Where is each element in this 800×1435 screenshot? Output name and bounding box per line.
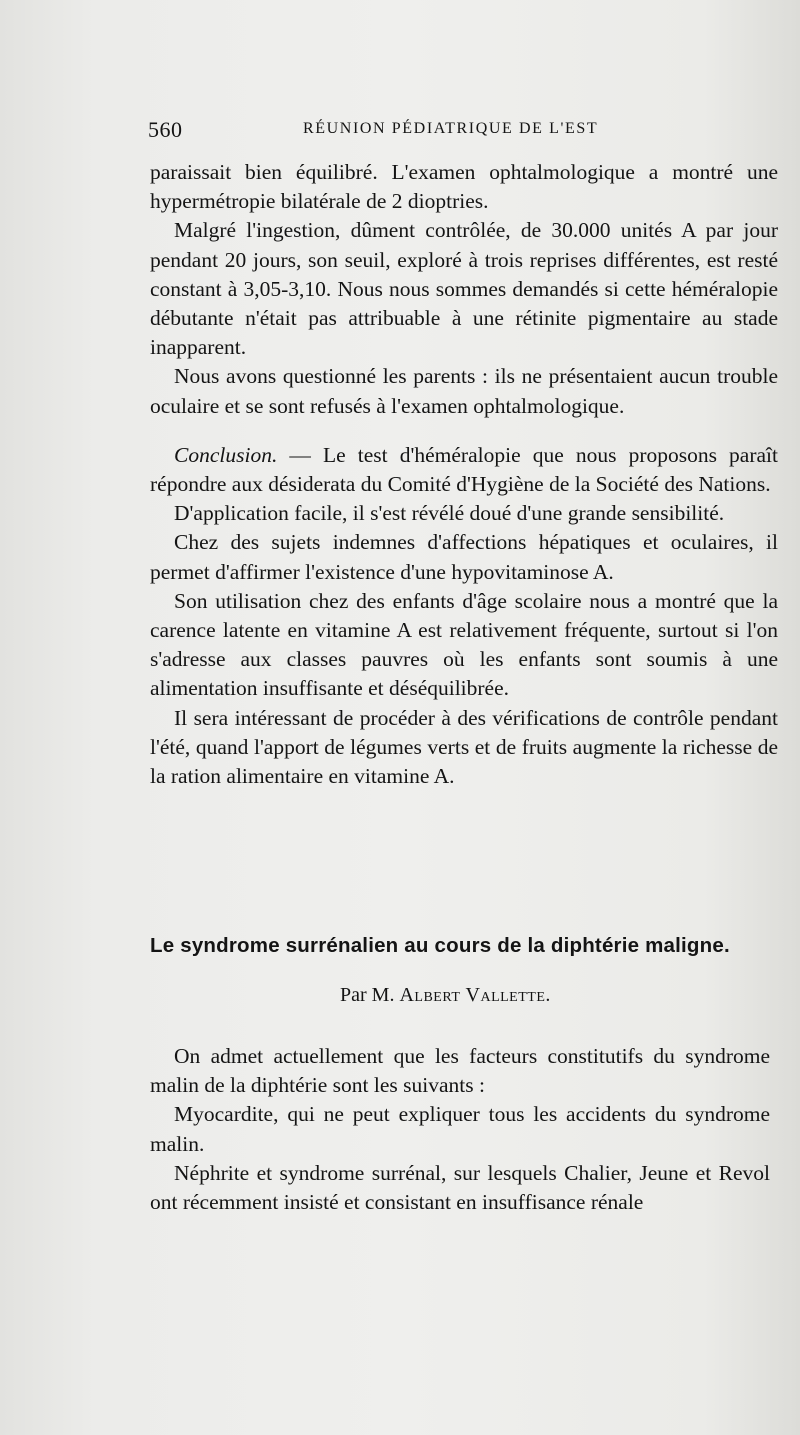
byline-author: Albert Vallette. [399,984,551,1006]
paragraph-ingestion: Malgré l'ingestion, dûment contrôlée, de 30.000 unités A par jour pendant 20 jours, son seuil, exploré à trois reprises différentes, est resté constant à 3,05-3,10. Nous nous sommes demandés si cette héméralopie débutante n'était pas attribuable à une rétinite pigmentaire au stade inapparent. [150,218,778,360]
conclusion-label: Conclusion. [174,442,278,467]
paragraph-factors: On admet actuellement que les facteurs constitutifs du syndrome malin de la diphtérie sont les suivants : [150,1044,770,1098]
article-title: Le syndrome surrénalien au cours de la diphtérie maligne. [150,934,730,957]
paragraph-subjects: Chez des sujets indemnes d'affections hépatiques et oculaires, il permet d'affirmer l'existence d'une hypovitaminose A. [150,530,778,584]
article-body [150,1042,770,1217]
byline-prefix: Par M. [340,984,400,1006]
main-text-section [150,158,778,791]
paragraph-utilisation: Son utilisation chez des enfants d'âge scolaire nous a montré que la carence latente en vitamine A est relativement fréquente, surtout si l'on s'adresse aux classes pauvres où les enfants sont soumis à une alimentation insuffisante et déséquilibrée. [150,588,778,701]
paragraph-verification: Il sera intéressant de procéder à des vérifications de contrôle pendant l'été, quand l'apport de légumes verts et de fruits augmente la richesse de la ration alimentaire en vitamine A. [150,705,778,789]
conclusion-text: — Le test d'héméralopie que nous proposons paraît répondre aux désiderata du Comité d'Hygiène de la Société des Nations. [150,442,778,497]
paragraph-parents: Nous avons questionné les parents : ils ne présentaient aucun trouble oculaire et se sont refusés à l'examen ophtalmologique. [150,364,778,418]
paragraph-myocarditis: Myocardite, qui ne peut expliquer tous les accidents du syndrome malin. [150,1102,770,1156]
paragraph-application: D'application facile, il s'est révélé doué d'une grande sensibilité. [174,501,725,526]
paragraph-continued: paraissait bien équilibré. L'examen ophtalmologique a montré une hypermétropie bilatérale de 2 dioptries. [150,160,778,214]
running-head: RÉUNION PÉDIATRIQUE DE L'EST [303,120,599,137]
page-header [148,117,788,147]
article-byline [340,984,551,1007]
paragraph-conclusion [150,441,778,499]
paragraph-nephritis: Néphrite et syndrome surrénal, sur lesquels Chalier, Jeune et Revol ont récemment insisté et consistant en insuffisance rénale [150,1160,770,1215]
page-number: 560 [148,117,183,142]
